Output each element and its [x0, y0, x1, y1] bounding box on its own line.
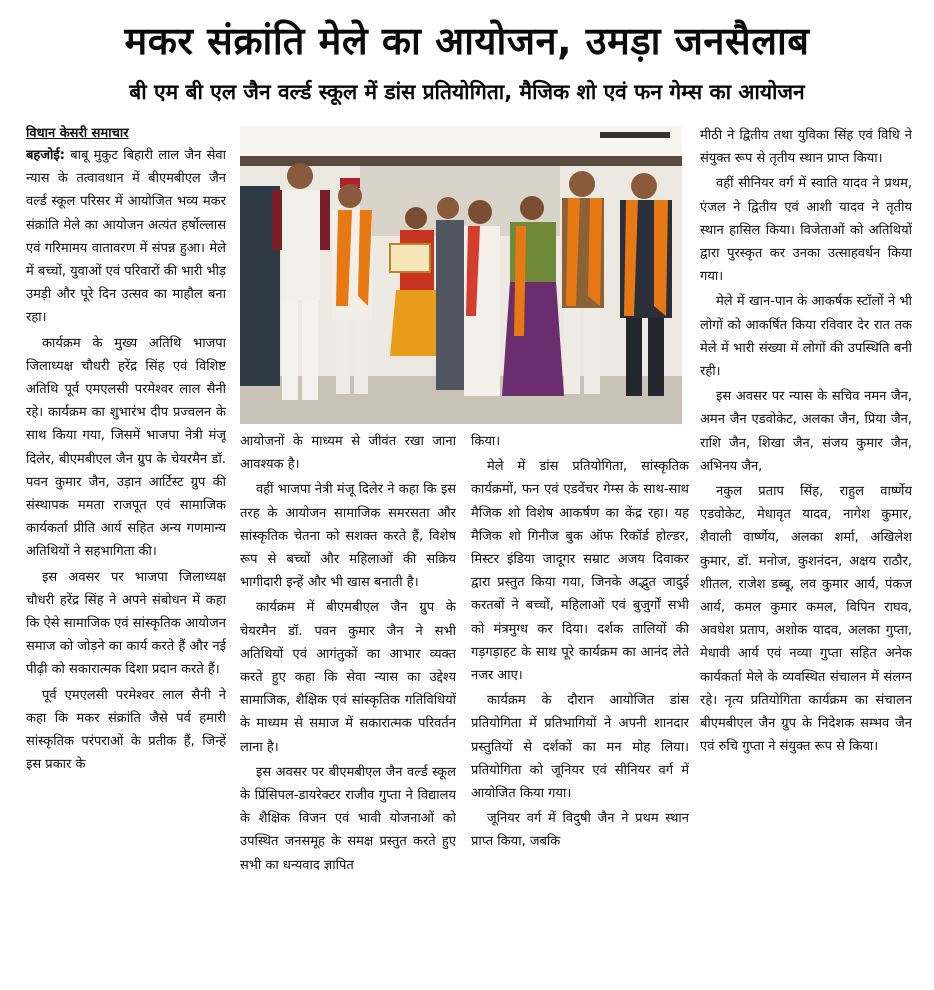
article-column-3: [471, 430, 689, 985]
dateline: बहजोई:: [26, 148, 65, 163]
article-column-2: [240, 430, 456, 985]
paragraph: नकुल प्रताप सिंह, राहुल वार्ष्णेय एडवोकेट, मेधावृत यादव, नागेश कुमार, शैवाली वार्ष्णेय, अलका शर्मा, अखिलेश कुमार, डॉ. मनोज, कुशनंदन, अक्षय राठौर, शीतल, राजेश डब्बू, लव कुमार आर्य, पंकज आर्य, कमल कुमार कमल, विपिन राघव, अवधेश प्रताप, अशोक यादव, अलका गुप्ता, मेधावी आर्य एवं नव्या गुप्ता सहित अनेक कार्यकर्ता मेले के व्यवस्थित संचालन में संलग्न रहे। नृत्य प्रतियोगिता कार्यक्रम का संचालन बीएमबीएल जैन ग्रुप के निदेशक सम्भव जैन एवं रुचि गुप्ता ने संयुक्त रूप से किया।: [700, 484, 912, 755]
paragraph: वहीं भाजपा नेत्री मंजू दिलेर ने कहा कि इस तरह के आयोजन सामाजिक समरसता और सांस्कृतिक चेतना को सशक्त करते हैं, विशेष रूप से बच्चों और महिलाओं की सक्रिय भागीदारी इन्हें और भी खास बनाती है।: [240, 482, 456, 591]
paragraph: मेले में खान-पान के आकर्षक स्टॉलों ने भी लोगों को आकर्षित किया रविवार देर रात तक मेले में भारी संख्या में लोगों की उपस्थिति बनी रही।: [700, 294, 912, 380]
paragraph: इस अवसर पर न्यास के सचिव नमन जैन, अमन जैन एडवोकेट, अलका जैन, प्रिया जैन, राशि जैन, शिखा जैन, संजय कुमार जैन, अभिनय जैन,: [700, 389, 912, 474]
paragraph: पूर्व एमएलसी परमेश्वर लाल सैनी ने कहा कि मकर संक्रांति जैसे पर्व हमारी सांस्कृतिक परंपराओं के प्रतीक हैं, जिन्हें इस प्रकार के: [26, 687, 226, 773]
paragraph: इस अवसर पर भाजपा जिलाध्यक्ष चौधरी हरेंद्र सिंह ने अपने संबोधन में कहा कि ऐसे सामाजिक एवं सांस्कृतिक आयोजन समाज को जोड़ने का कार्य करते हैं और नई पीढ़ी को सकारात्मक दिशा प्रदान करते हैं।: [26, 569, 226, 678]
paragraph: मीठी ने द्वितीय तथा युविका सिंह एवं विधि ने संयुक्त रूप से तृतीय स्थान प्राप्त किया।: [700, 128, 912, 167]
paragraph: कार्यक्रम के मुख्य अतिथि भाजपा जिलाध्यक्ष चौधरी हरेंद्र सिंह एवं विशिष्ट अतिथि पूर्व एमएलसी परमेश्वर लाल सैनी रहे। कार्यक्रम का शुभारंभ दीप प्रज्वलन के साथ किया गया, जिसमें भाजपा नेत्री मंजू दिलेर, बीएमबीएल जैन ग्रुप के चेयरमैन डॉ. पवन कुमार जैन, उड़ान आर्टिस्ट ग्रुप की संस्थापक ममता राजपूत एवं सामाजिक कार्यकर्ता प्रीति आर्य सहित अन्य गणमान्य अतिथियों ने सहभागिता की।: [26, 335, 226, 560]
paragraph: इस अवसर पर बीएमबीएल जैन वर्ल्ड स्कूल के प्रिंसिपल-डायरेक्टर राजीव गुप्ता ने विद्यालय के शैक्षिक विजन एवं भावी योजनाओं को उपस्थित जनसमूह के समक्ष प्रस्तुत करते हुए सभी का धन्यवाद ज्ञापित: [240, 764, 456, 873]
event-photo-illustration: [240, 126, 682, 424]
article-column-1: [26, 124, 226, 984]
subheadline: बी एम बी एल जैन वर्ल्ड स्कूल में डांस प्रतियोगिता, मैजिक शो एवं फन गेम्स का आयोजन: [129, 80, 805, 104]
byline: विधान केसरी समाचार: [26, 126, 129, 141]
paragraph: आयोजनों के माध्यम से जीवंत रखा जाना आवश्यक है।: [240, 434, 456, 473]
paragraph: किया।: [471, 434, 501, 449]
paragraph: कार्यक्रम में बीएमबीएल जैन ग्रुप के चेयरमैन डॉ. पवन कुमार जैन ने सभी अतिथियों एवं आगंतुकों का आभार व्यक्त करते हुए कहा कि सेवा न्यास का उद्देश्य सामाजिक, शैक्षिक एवं सांस्कृतिक गतिविधियों के माध्यम से समाज में सकारात्मक परिवर्तन लाना है।: [240, 600, 456, 755]
paragraph: कार्यक्रम के दौरान आयोजित डांस प्रतियोगिता में प्रतिभागियों ने अपनी शानदार प्रस्तुतियों से दर्शकों का मन मोह लिया। प्रतियोगिता को जूनियर एवं सीनियर वर्ग में आयोजित किया गया।: [471, 693, 689, 802]
paragraph: मेले में डांस प्रतियोगिता, सांस्कृतिक कार्यक्रमों, फन एवं एडवेंचर गेम्स के साथ-साथ मैजिक शो विशेष आकर्षण का केंद्र रहा। यह मैजिक शो गिनीज बुक ऑफ रिकॉर्ड होल्डर, मिस्टर इंडिया जादूगर सम्राट अजय दिवाकर द्वारा प्रस्तुत किया गया, जिनके अद्भुत जादुई करतबों ने बच्चों, महिलाओं एवं बुजुर्गों सभी को मंत्रमुग्ध कर दिया। दर्शक तालियों की गड़गड़ाहट के साथ पूरे कार्यक्रम का आनंद लेते नजर आए।: [471, 459, 689, 684]
paragraph: जूनियर वर्ग में विदुषी जैन ने प्रथम स्थान प्राप्त किया, जबकि: [471, 811, 689, 850]
paragraph: वहीं सीनियर वर्ग में स्वाति यादव ने प्रथम, एंजल ने द्वितीय एवं आशी यादव ने तृतीय स्थान हासिल किया। विजेताओं को अतिथियों द्वारा पुरस्कृत कर उनका उत्साहवर्धन किया गया।: [700, 176, 912, 285]
paragraph: [26, 144, 226, 330]
article-column-4: [700, 124, 912, 984]
event-photo: [240, 126, 682, 424]
headline: मकर संक्रांति मेले का आयोजन, उमड़ा जनसैलाब: [124, 19, 810, 63]
paragraph-text: बाबू मुकुट बिहारी लाल जैन सेवा न्यास के तत्वावधान में बीएमबीएल जैन वर्ल्ड स्कूल परिसर में आयोजित भव्य मकर संक्रांति मेले का आयोजन अत्यंत हर्षोल्लास एवं गरिमामय वातावरण में संपन्न हुआ। मेले में बच्चों, युवाओं एवं परिवारों की भारी भीड़ उमड़ी और पूरे दिन उत्सव का माहौल बना रहा।: [26, 148, 226, 326]
